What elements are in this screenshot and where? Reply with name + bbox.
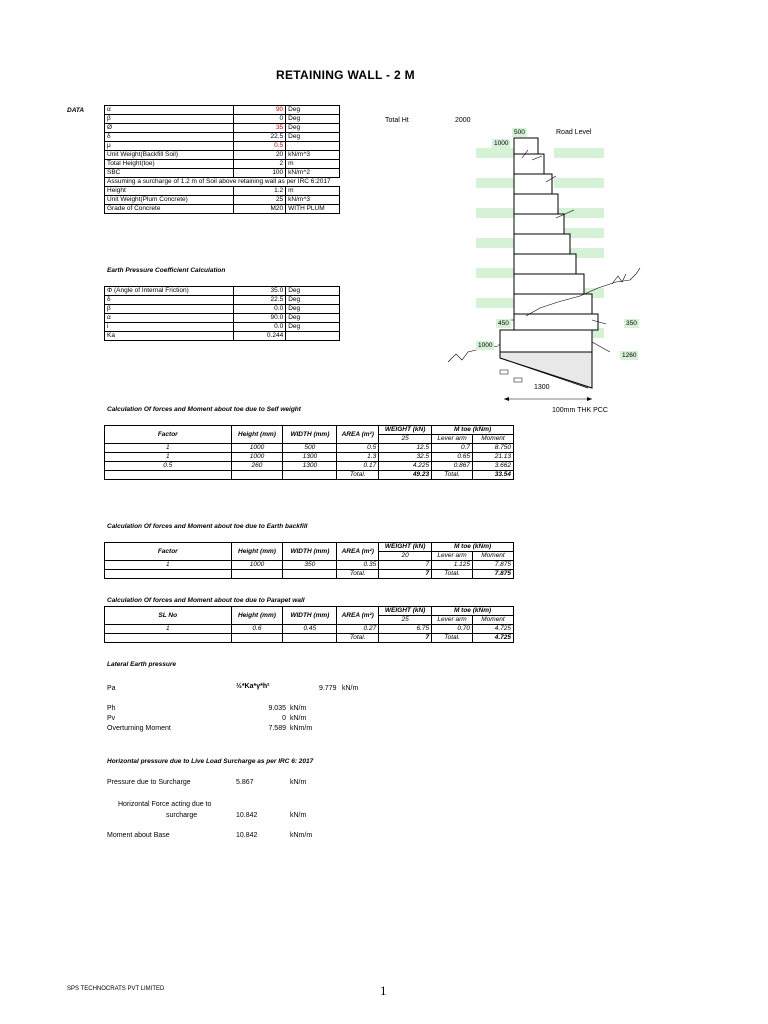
table-cell: 260 xyxy=(231,462,283,471)
pa-label: Pa xyxy=(107,685,116,692)
self-weight-table: Factor Height (mm) WIDTH (mm) AREA (m²) WEIGHT (kN) M toe (kNm) 25 Lever arm Moment 1 1000 500 0.5 12.5 0.7 8.750 1 1000 1300 1.3 32.5 0.65 21.13 0.5 260 1300 0.17 4.225 0.867 3.662 Total. 49.23 Total. 33.54 xyxy=(104,425,514,480)
earth-unit: Deg xyxy=(286,314,340,323)
mb-unit: kNm/m xyxy=(290,832,313,839)
road-level-label: Road Level xyxy=(556,129,592,136)
earth-param: Φ (Angle of Internal Friction) xyxy=(105,287,234,296)
page-title: RETAINING WALL - 2 M xyxy=(276,68,415,82)
data-row xyxy=(105,106,340,115)
retaining-wall-diagram xyxy=(440,120,670,414)
table-cell: 1 xyxy=(105,561,232,570)
table-cell: 1000 xyxy=(231,444,283,453)
om-value: 7.589 xyxy=(268,725,286,732)
table-cell: 0.7 xyxy=(432,444,473,453)
earth-param: β xyxy=(105,305,234,314)
table-cell: 0.27 xyxy=(337,625,379,634)
table-cell: 1 xyxy=(105,453,232,462)
table-cell: 0.65 xyxy=(432,453,473,462)
wall-drawing xyxy=(440,120,670,410)
table-cell xyxy=(231,570,283,579)
data-row xyxy=(105,169,340,178)
data-unit: m xyxy=(286,187,340,196)
pa-formula: ½*Ka*γ*h² xyxy=(236,683,270,690)
total-moment: 4.725 xyxy=(473,634,514,643)
table-cell: 1300 xyxy=(283,462,337,471)
data-param: Total Height(toe) xyxy=(105,160,234,169)
table-cell xyxy=(231,471,283,480)
parapet-table: SL No Height (mm) WIDTH (mm) AREA (m²) WEIGHT (kN) M toe (kNm) 25 Lever arm Moment 1 0.6 0.45 0.27 6.75 0.70 4.725 Total. 7 Total. 4.725 xyxy=(104,606,514,643)
earth-row xyxy=(105,323,340,332)
total-row xyxy=(105,570,514,579)
ph-label: Ph xyxy=(107,705,116,712)
data-value: 20 xyxy=(234,151,286,160)
hf-unit: kN/m xyxy=(290,812,307,819)
data-row xyxy=(105,160,340,169)
table-cell: 0.45 xyxy=(283,625,337,634)
surcharge-p-unit: kN/m xyxy=(290,779,307,786)
table-cell: 7 xyxy=(379,561,432,570)
total-label: Total. xyxy=(337,634,379,643)
table-cell: 0.35 xyxy=(337,561,379,570)
mb-label: Moment about Base xyxy=(107,832,170,839)
table-cell: 21.13 xyxy=(473,453,514,462)
data-unit: kN/m^3 xyxy=(286,151,340,160)
earth-value: 22.5 xyxy=(234,296,286,305)
total-label: Total. xyxy=(337,471,379,480)
table-cell: 8.750 xyxy=(473,444,514,453)
pa-value: 9.779 xyxy=(319,685,337,692)
table-cell: 1000 xyxy=(231,453,283,462)
data-param: μ xyxy=(105,142,234,151)
parapet-heading: Calculation Of forces and Moment about toe due to Parapet wall xyxy=(107,597,305,604)
table-cell xyxy=(283,634,337,643)
data-param: Unit Weight(Backfill Soil) xyxy=(105,151,234,160)
data-param: SBC xyxy=(105,169,234,178)
earth-row xyxy=(105,314,340,323)
pv-value: 0 xyxy=(282,715,286,722)
total-weight: 49.23 xyxy=(379,471,432,480)
earth-value: 0.0 xyxy=(234,323,286,332)
data-unit: Deg xyxy=(286,106,340,115)
lateral-heading: Lateral Earth pressure xyxy=(107,661,177,668)
table-cell: 500 xyxy=(283,444,337,453)
earth-param: Ka xyxy=(105,332,234,341)
data-param: Grade of Concrete xyxy=(105,205,234,214)
total-moment: 33.54 xyxy=(473,471,514,480)
earth-unit: Deg xyxy=(286,296,340,305)
data-value: M20 xyxy=(234,205,286,214)
data-unit: Deg xyxy=(286,133,340,142)
hf-label-2: surcharge xyxy=(166,812,198,819)
table-row xyxy=(105,561,514,570)
table-cell: 1.3 xyxy=(337,453,379,462)
earth-row xyxy=(105,305,340,314)
earth-value: 90.0 xyxy=(234,314,286,323)
earth-param: α xyxy=(105,314,234,323)
footer-company: SPS TECHNOCRATS PVT LIMITED xyxy=(67,986,165,992)
total-row xyxy=(105,471,514,480)
table-cell: 32.5 xyxy=(379,453,432,462)
total-weight: 7 xyxy=(379,570,432,579)
data-row xyxy=(105,142,340,151)
data-table xyxy=(104,105,340,214)
table-cell: 1000 xyxy=(231,561,283,570)
data-value: 35 xyxy=(234,124,286,133)
table-cell: 0.5 xyxy=(105,462,232,471)
data-value: 90 xyxy=(234,106,286,115)
data-row xyxy=(105,187,340,196)
data-unit: Deg xyxy=(286,124,340,133)
hf-value: 10.842 xyxy=(236,812,258,819)
table-cell: 1300 xyxy=(283,453,337,462)
table-cell xyxy=(283,570,337,579)
earth-row xyxy=(105,296,340,305)
dim-1260: 1260 xyxy=(622,352,637,359)
total-label: Total. xyxy=(432,634,473,643)
table-cell: 0.17 xyxy=(337,462,379,471)
data-value: 0.5 xyxy=(234,142,286,151)
om-label: Overturning Moment xyxy=(107,725,171,732)
pa-unit: kN/m xyxy=(342,685,359,692)
total-row xyxy=(105,634,514,643)
earth-backfill-table: Factor Height (mm) WIDTH (mm) AREA (m²) WEIGHT (kN) M toe (kNm) 20 Lever arm Moment 1 1000 350 0.35 7 1.125 7.875 Total. 7 Total. 7.875 xyxy=(104,542,514,579)
table-row xyxy=(105,453,514,462)
data-param: Ø xyxy=(105,124,234,133)
dim-350: 350 xyxy=(626,320,637,327)
dim-450: 450 xyxy=(498,320,509,327)
data-param: β xyxy=(105,115,234,124)
total-ht-value: 2000 xyxy=(455,117,471,124)
table-row xyxy=(105,444,514,453)
surcharge-p-value: 5.867 xyxy=(236,779,254,786)
data-row xyxy=(105,115,340,124)
dim-1300: 1300 xyxy=(534,384,550,391)
data-value: 22.5 xyxy=(234,133,286,142)
data-param: δ xyxy=(105,133,234,142)
data-row xyxy=(105,196,340,205)
table-cell: 0.6 xyxy=(231,625,283,634)
earth-value: 35.0 xyxy=(234,287,286,296)
total-moment: 7.875 xyxy=(473,570,514,579)
total-label: Total. xyxy=(432,471,473,480)
data-unit: kN/m^3 xyxy=(286,196,340,205)
total-label: Total. xyxy=(337,570,379,579)
self-weight-heading: Calculation Of forces and Moment about toe due to Self weight xyxy=(107,406,301,413)
data-value: 1.2 xyxy=(234,187,286,196)
data-label: DATA xyxy=(67,107,85,114)
table-row xyxy=(105,625,514,634)
ph-unit: kN/m xyxy=(290,705,307,712)
hf-label-1: Horizontal Force acting due to xyxy=(118,801,212,808)
data-row xyxy=(105,205,340,214)
earth-pressure-table xyxy=(104,286,340,341)
page-number: 1 xyxy=(380,983,387,998)
total-ht-label: Total Ht xyxy=(385,117,409,124)
table-cell xyxy=(105,634,232,643)
table-cell: 0.5 xyxy=(337,444,379,453)
table-cell: 350 xyxy=(283,561,337,570)
earth-param: i xyxy=(105,323,234,332)
earth-row xyxy=(105,332,340,341)
dim-1000-bottom: 1000 xyxy=(478,342,493,349)
earth-backfill-heading: Calculation Of forces and Moment about toe due to Earth backfill xyxy=(107,523,308,530)
data-unit: Deg xyxy=(286,115,340,124)
data-row xyxy=(105,133,340,142)
table-cell: 12.5 xyxy=(379,444,432,453)
earth-value: 0.244 xyxy=(234,332,286,341)
table-cell: 4.725 xyxy=(473,625,514,634)
earth-pressure-heading: Earth Pressure Coefficient Calculation xyxy=(107,267,226,274)
earth-param: δ xyxy=(105,296,234,305)
data-unit: WITH PLUM xyxy=(286,205,340,214)
pcc-label: 100mm THK PCC xyxy=(552,407,608,414)
dim-500: 500 xyxy=(514,129,525,136)
surcharge-heading: Horizontal pressure due to Live Load Surcharge as per IRC 6: 2017 xyxy=(107,758,314,765)
earth-value: 0.0 xyxy=(234,305,286,314)
data-note: Assuming a surcharge of 1.2 m of Soil above retaining wall as per IRC 6:2017 xyxy=(105,178,340,187)
om-unit: kNm/m xyxy=(290,725,313,732)
table-cell: 1 xyxy=(105,625,232,634)
earth-unit: Deg xyxy=(286,305,340,314)
table-row xyxy=(105,462,514,471)
dim-1000-top: 1000 xyxy=(494,140,509,147)
table-cell: 0.867 xyxy=(432,462,473,471)
data-row xyxy=(105,178,340,187)
data-value: 2 xyxy=(234,160,286,169)
data-row xyxy=(105,124,340,133)
data-value: 100 xyxy=(234,169,286,178)
table-cell xyxy=(105,471,232,480)
ph-value: 9.035 xyxy=(268,705,286,712)
data-unit: m xyxy=(286,160,340,169)
data-param: Unit Weight(Plum Concrete) xyxy=(105,196,234,205)
data-unit: kN/m^2 xyxy=(286,169,340,178)
data-value: 0 xyxy=(234,115,286,124)
earth-row xyxy=(105,287,340,296)
data-param: α xyxy=(105,106,234,115)
table-cell: 1 xyxy=(105,444,232,453)
total-weight: 7 xyxy=(379,634,432,643)
table-cell: 7.875 xyxy=(473,561,514,570)
earth-unit: Deg xyxy=(286,287,340,296)
table-cell xyxy=(283,471,337,480)
data-param: Height xyxy=(105,187,234,196)
data-value: 25 xyxy=(234,196,286,205)
table-cell xyxy=(231,634,283,643)
table-cell: 6.75 xyxy=(379,625,432,634)
surcharge-p-label: Pressure due to Surcharge xyxy=(107,779,191,786)
earth-unit: Deg xyxy=(286,323,340,332)
table-cell: 0.70 xyxy=(432,625,473,634)
pv-label: Pv xyxy=(107,715,116,722)
data-row xyxy=(105,151,340,160)
mb-value: 10.842 xyxy=(236,832,258,839)
data-unit xyxy=(286,142,340,151)
table-cell xyxy=(105,570,232,579)
total-label: Total. xyxy=(432,570,473,579)
table-cell: 3.662 xyxy=(473,462,514,471)
table-cell: 1.125 xyxy=(432,561,473,570)
table-cell: 4.225 xyxy=(379,462,432,471)
pv-unit: kN/m xyxy=(290,715,307,722)
earth-unit xyxy=(286,332,340,341)
